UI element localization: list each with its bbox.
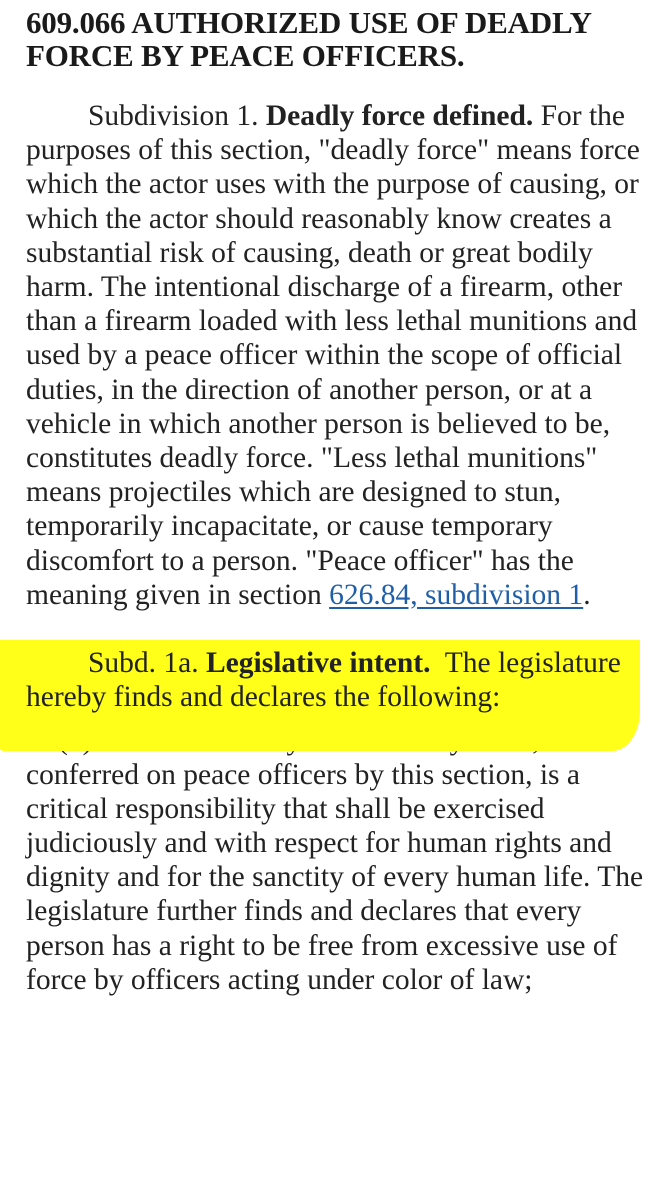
clause-1-paragraph [26,723,656,997]
subdivision-1a-paragraph [26,646,656,714]
section-626-84-link[interactable]: 626.84, subdivision 1 [329,578,584,611]
clause-1-text: conferred on peace officers by this section, is a critical responsibility that shall be exercised judiciously and with respect for human rights and dignity and for the sanctity of every human life. The legislature further finds and declares that every person has a right to be free from excessive use of force by officers acting under color of law; [26,758,644,996]
subdivision-1a-body: The legislature hereby finds and declares the following: [26,647,621,714]
subdivision-1-heading: Deadly force defined. [265,100,534,132]
subdivision-1-end-punct: . [583,578,591,611]
subdivision-1-body: For the purposes of this section, "deadly force" means force which the actor uses with the purpose of causing, or which the actor should reasonably know creates a substantial risk of causing, death or great bodily harm. The intentional discharge of a firearm, other than a firearm loaded with less lethal munitions and used by a peace officer within the scope of official duties, in the direction of another person, or at a vehicle in which another person is believed to be, constitutes deadly force. "Less lethal munitions" means projectiles which are designed to stun, temporarily incapacitate, or cause temporary discomfort to a person. "Peace officer" has the meaning given in section [26,100,640,611]
statute-page [26,0,656,997]
subdivision-1-paragraph [26,99,656,612]
subdivision-1-label: Subdivision 1. [88,100,259,132]
section-title: 609.066 AUTHORIZED USE OF DEADLY FORCE BY PEACE OFFICERS. [26,5,591,73]
subdivision-1a-label: Subd. 1a. [88,647,199,680]
subdivision-1a-heading: Legislative intent. [206,647,431,680]
legislative-intent-block [26,646,656,714]
